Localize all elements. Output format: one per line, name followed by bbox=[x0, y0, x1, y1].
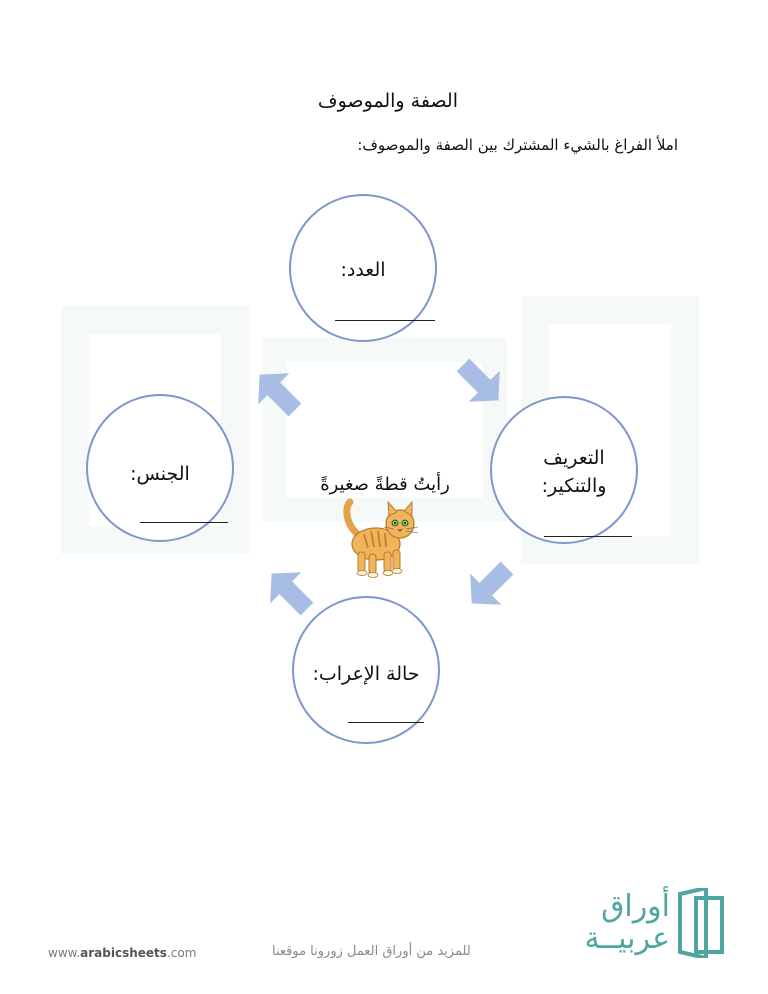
circle-case bbox=[292, 596, 440, 744]
blank-definiteness[interactable] bbox=[544, 536, 632, 537]
circle-gender bbox=[86, 394, 234, 542]
blank-number[interactable] bbox=[335, 320, 435, 321]
label-case: حالة الإعراب: bbox=[312, 663, 420, 685]
cat-illustration bbox=[338, 496, 422, 578]
circle-number bbox=[289, 194, 437, 342]
arrow-bottom-left bbox=[256, 558, 322, 624]
worksheet-instruction: املأ الفراغ بالشيء المشترك بين الصفة والموصوف: bbox=[357, 136, 678, 154]
blank-gender[interactable] bbox=[140, 522, 228, 523]
label-number: العدد: bbox=[340, 259, 386, 281]
arrow-top-left bbox=[244, 359, 310, 425]
footer-website-link[interactable] bbox=[48, 946, 196, 960]
circle-definiteness bbox=[490, 396, 638, 544]
example-sentence: رأيتُ قطةً صغيرةً bbox=[320, 474, 450, 495]
book-icon bbox=[676, 888, 726, 958]
arrow-top-right bbox=[447, 349, 513, 415]
footer-visit-text: للمزيد من أوراق العمل زورونا موقعنا bbox=[272, 944, 471, 959]
blank-case[interactable] bbox=[348, 722, 424, 723]
brand-line1: أوراق bbox=[601, 889, 670, 924]
label-gender: الجنس: bbox=[130, 463, 190, 485]
brand-logo bbox=[570, 880, 730, 960]
url-prefix: www. bbox=[48, 946, 81, 960]
brand-line2: عربيــة bbox=[584, 921, 670, 956]
url-domain: arabicsheets bbox=[80, 946, 167, 960]
label-definiteness-line1: التعريف bbox=[543, 447, 605, 469]
label-definiteness-line2: والتنكير: bbox=[541, 475, 607, 497]
arrow-bottom-right bbox=[456, 552, 522, 618]
worksheet-title: الصفة والموصوف bbox=[317, 90, 458, 112]
url-suffix: .com bbox=[166, 946, 197, 960]
